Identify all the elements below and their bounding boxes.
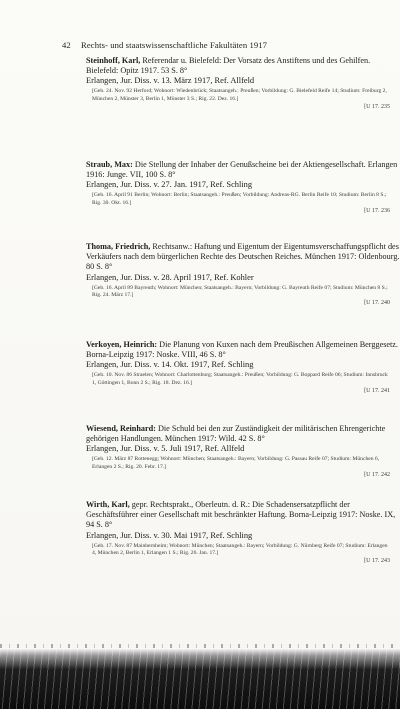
entry-title-text: gepr. Rechtsprakt., Oberleutn. d. R.: Die Schadensersatzpflicht der Geschäftsführer einer Gesellschaft mit beschränkter Haftung. Borna-Leipzig 1917: Noske. IX, 94 S. 8°	[86, 500, 396, 530]
running-title: Rechts- und staatswissenschaftliche Fakultäten 1917	[81, 40, 268, 50]
entry-author: Thoma, Friedrich,	[86, 242, 151, 251]
bibliography-entry	[86, 160, 400, 215]
entry-title	[86, 500, 400, 531]
entry-title	[86, 242, 400, 273]
entry-biography	[92, 192, 390, 215]
entry-signature: [U 17. 235	[364, 103, 390, 110]
bibliography-entry	[86, 56, 400, 111]
entry-signature: [U 17. 242	[364, 471, 390, 478]
entry-biography	[92, 372, 390, 395]
entry-biography	[92, 456, 390, 479]
entry-title-text: Referendar u. Bielefeld: Der Vorsatz des Anstiftens und des Gehilfen. Bielefeld: Opitz 1917. 53 S. 8°	[86, 56, 371, 76]
entry-biography	[92, 88, 390, 111]
entry-signature: [U 17. 240	[364, 299, 390, 306]
entry-title-text: Die Schuld bei den zur Zuständigkeit der militärischen Ehrengerichte gehörigen Handlungen. München 1917: Wild. 42 S. 8°	[86, 424, 386, 444]
bibliography-entry	[86, 500, 400, 565]
entry-biography-text: [Geb. 10. Nov. 86 Straelen; Wohnort: Charlottenburg; Staatsangeh.: Preußen; Vorbildung: G. Boppard Reife 06; Studium: Innsbruck 1, Göttingen 1, Bonn 2 S.; Rig. 18. Dez. 16.]	[92, 372, 388, 386]
entry-signature: [U 17. 236	[364, 207, 390, 214]
entry-biography-text: [Geb. 12. März 87 Rottenegg; Wohnort: München; Staatsangeh.: Bayern; Vorbildung: G. Passau Reife 07; Studium: München 6, Erlangen 2 S.; Rig. 20. Febr. 17.]	[92, 456, 380, 470]
scan-dark-edge	[0, 648, 400, 709]
bibliography-entry	[86, 242, 400, 307]
entry-title-text: Die Stellung der Inhaber der Genußscheine bei der Aktiengesellschaft. Erlangen 1916: Junge. VII, 100 S. 8°	[86, 160, 398, 180]
entry-biography-text: [Geb. 17. Nov. 87 Mainbernheim; Wohnort: München; Staatsangeh.: Bayern; Vorbildung: G. Nürnberg Reife 07; Studium: Erlangen 4, München 2, Berlin 1, Erlangen 1 S.; Rig. 26. Jan. 17.]	[92, 542, 388, 557]
entry-dissertation: Erlangen, Jur. Diss. v. 5. Juli 1917, Ref. Allfeld	[86, 444, 245, 454]
entry-biography-text: [Geb. 16. April 89 Bayreuth; Wohnort: München; Staatsangeh.: Bayern; Vorbildung: G. Bayreuth Reife 07; Studium: München 8 S.; Rig. 24. März 17.]	[92, 284, 388, 299]
entry-author: Wirth, Karl,	[86, 500, 130, 509]
entry-dissertation: Erlangen, Jur. Diss. v. 30. Mai 1917, Ref. Schling	[86, 530, 253, 540]
page-number: 42	[62, 40, 71, 50]
entry-biography-text: [Geb. 24. Nov. 92 Herford; Wohnort: Wiedenbrück; Staatsangeh.: Preußen; Vorbildung: G. Bielefeld Reife 14; Studium: Freiburg 2, München 2, Münster 3, Berlin 1, Münster 3 S.; Rig. 22. Dez. 16.]	[92, 88, 387, 102]
entry-author: Wiesend, Reinhard:	[86, 424, 156, 433]
entry-biography-text: [Geb. 16. April 91 Berlin; Wohnort: Berlin; Staatsangeh.: Preußen; Vorbildung: Andreas-RG. Berlin Reife 10; Studium: Berlin 8 S.; Rig. 30. Okt. 16.]	[92, 192, 387, 206]
entry-title	[86, 424, 400, 444]
bibliography-entry	[86, 340, 400, 395]
entry-author: Verkoyen, Heinrich:	[86, 340, 158, 349]
entry-dissertation: Erlangen, Jur. Diss. v. 14. Okt. 1917, Ref. Schling	[86, 360, 254, 370]
entry-dissertation: Erlangen, Jur. Diss. v. 13. März 1917, Ref. Allfeld	[86, 76, 255, 86]
entry-author: Steinhoff, Karl,	[86, 56, 141, 65]
entry-signature: [U 17. 243	[364, 557, 390, 564]
entry-dissertation: Erlangen, Jur. Diss. v. 28. April 1917, Ref. Kohler	[86, 272, 254, 282]
page-header	[62, 40, 392, 50]
entry-biography	[92, 543, 390, 566]
bibliography-entry	[86, 424, 400, 479]
entry-title-text: Die Planung von Kuxen nach dem Preußischen Allgemeinen Berggesetz. Borna-Leipzig 1917: Noske. VIII, 46 S. 8°	[86, 340, 398, 360]
entry-author: Straub, Max:	[86, 160, 133, 169]
entry-biography	[92, 285, 390, 308]
entry-signature: [U 17. 241	[364, 387, 390, 394]
entry-title	[86, 340, 400, 360]
entry-dissertation: Erlangen, Jur. Diss. v. 27. Jan. 1917, Ref. Schling	[86, 180, 253, 190]
entry-title-text: Rechtsanw.: Haftung und Eigentum der Eigentumsverschaffungspflicht des Verkäufers nach dem bürgerlichen Rechte des Deutschen Reiches. München 1917: Oldenbourg. 80 S. 8°	[86, 242, 400, 272]
entry-title	[86, 56, 400, 76]
entry-title	[86, 160, 400, 180]
